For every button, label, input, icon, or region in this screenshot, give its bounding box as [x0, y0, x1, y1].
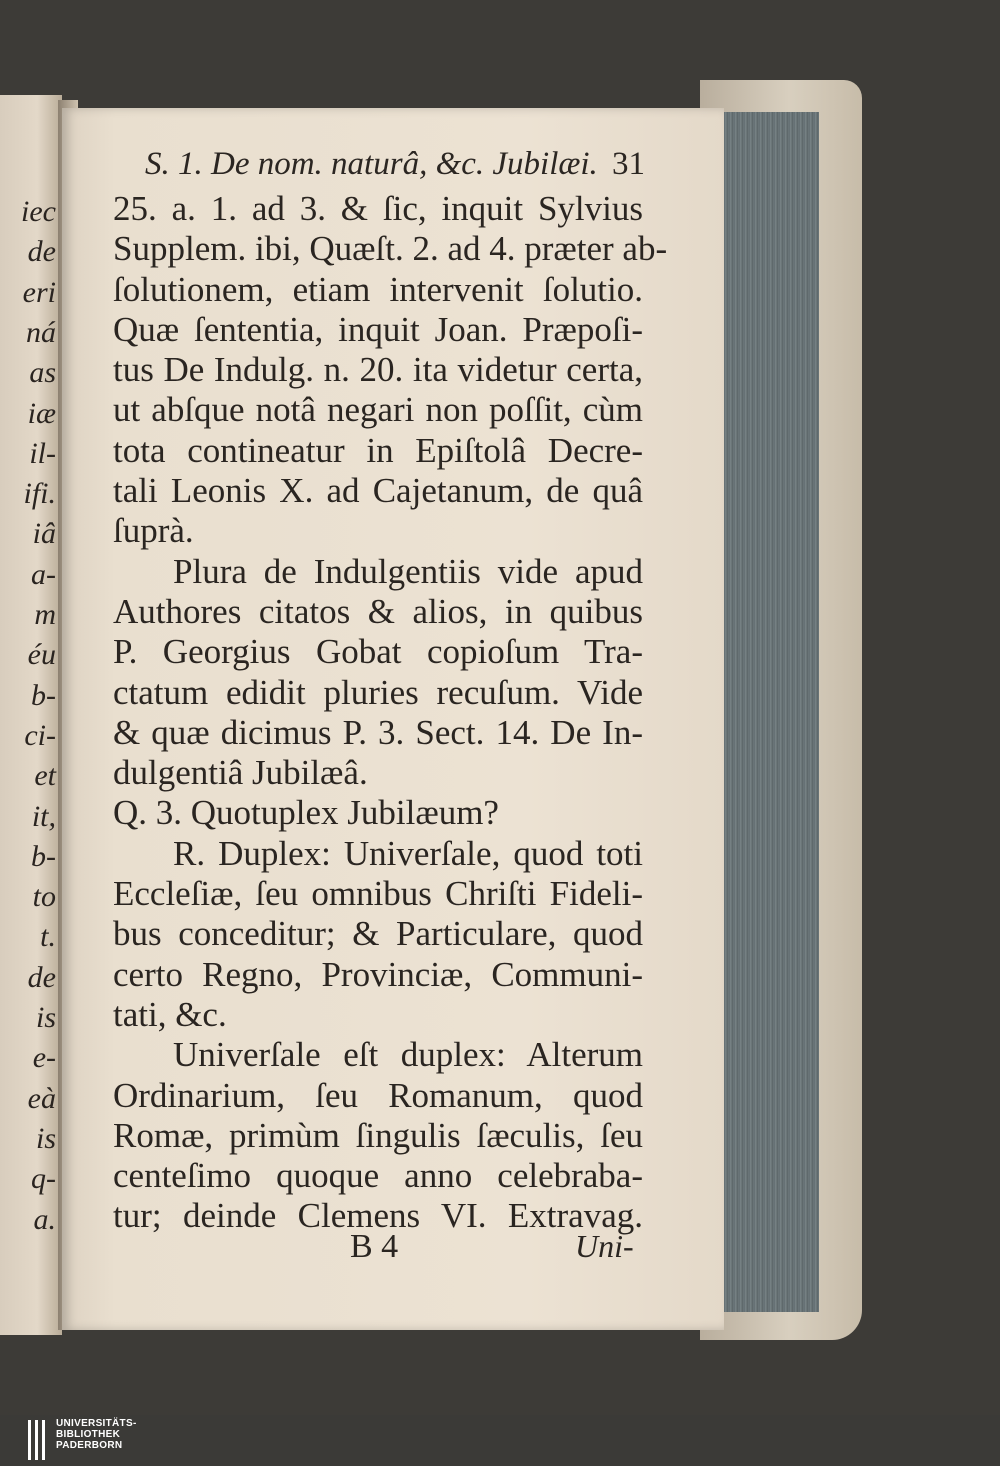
logo-line: BIBLIOTHEK [56, 1429, 121, 1440]
catchword: Uni- [575, 1228, 634, 1264]
left-page-edge [0, 95, 62, 1335]
text-line: & quæ dicimus P. 3. Sect. 14. De In- [113, 712, 643, 752]
text-line: R. Duplex: Univerſale, quod toti [173, 833, 643, 873]
text-line: Univerſale eſt duplex: Alterum [173, 1035, 643, 1075]
text-line: Supplem. ibi, Quæſt. 2. ad 4. præter ab- [113, 229, 668, 269]
margin-fragment: iec [21, 195, 56, 228]
margin-fragment: b- [31, 678, 56, 712]
margin-fragment: m [34, 598, 56, 631]
margin-fragment: a. [33, 1202, 56, 1236]
margin-fragment: et [34, 759, 56, 793]
margin-fragment: ná [26, 315, 56, 349]
text-line: Plura de Indulgentiis vide apud [173, 551, 643, 591]
margin-fragment: as [29, 356, 56, 390]
page-number: 31 [612, 146, 645, 182]
text-line: tali Leonis X. ad Cajetanum, de quâ [113, 471, 643, 511]
library-logo-icon [28, 1420, 50, 1460]
text-line: Romæ, primùm ſingulis ſæculis, ſeu [113, 1115, 643, 1155]
margin-fragment: iæ [27, 396, 56, 430]
text-line: dulgentiâ Jubilæâ. [113, 753, 368, 793]
body-text [113, 189, 668, 1237]
margin-fragment: éu [27, 638, 56, 672]
text-line: Quæ ſententia, inquit Joan. Præpoſi- [113, 309, 643, 349]
text-line: Q. 3. Quotuplex Jubilæum? [113, 793, 499, 833]
library-footer-bar [0, 1415, 1000, 1466]
text-line: Eccleſiæ, ſeu omnibus Chriſti Fideli- [113, 874, 643, 914]
margin-fragment: b- [31, 839, 56, 873]
text-line: bus conceditur; & Particulare, quod [113, 914, 643, 954]
margin-fragment: is [35, 1121, 56, 1155]
logo-line: PADERBORN [56, 1440, 123, 1451]
margin-fragment: eà [27, 1081, 56, 1115]
margin-fragment: de [27, 235, 56, 269]
margin-fragment: de [27, 960, 56, 994]
margin-fragment: to [32, 880, 56, 914]
margin-fragment: it, [31, 799, 56, 833]
left-margin-fragments [0, 95, 60, 1335]
text-line: ſolutionem, etiam intervenit ſolutio. [113, 269, 643, 309]
margin-fragment: ci- [24, 718, 56, 752]
text-line: P. Georgius Gobat copioſum Tra- [113, 632, 643, 672]
margin-fragment: q- [31, 1162, 56, 1196]
logo-line: UNIVERSITÄTS- [56, 1418, 137, 1429]
text-line: tota contineatur in Epiſtolâ Decre- [113, 430, 643, 470]
margin-fragment: t. [40, 920, 56, 954]
text-line: ctatum edidit pluries recuſum. Vide [113, 672, 643, 712]
page-header [145, 146, 645, 188]
margin-fragment: e- [32, 1041, 56, 1075]
signature-mark: B 4 [350, 1228, 399, 1265]
text-line: certo Regno, Provinciæ, Communi- [113, 954, 643, 994]
text-line: tur; deinde Clemens VI. Extravag. [113, 1196, 643, 1236]
margin-fragment: a- [31, 557, 56, 591]
running-head: S. 1. De nom. naturâ, &c. Jubilæi. [145, 146, 598, 182]
margin-fragment: is [35, 1001, 56, 1034]
library-logo-text [56, 1418, 137, 1451]
margin-fragment: il- [29, 436, 56, 470]
text-line: Authores citatos & alios, in quibus [113, 591, 643, 631]
margin-fragment: iâ [32, 517, 56, 551]
text-line: centeſimo quoque anno celebraba- [113, 1156, 643, 1196]
text-line: ſuprà. [113, 511, 194, 551]
margin-fragment: ifi. [23, 477, 56, 511]
margin-fragment: eri [22, 275, 56, 309]
text-line: ut abſque notâ negari non poſſit, cùm [113, 390, 643, 430]
text-line: 25. a. 1. ad 3. & ſic, inquit Sylvius [113, 189, 643, 228]
text-line: tati, &c. [113, 994, 227, 1034]
text-line: Ordinarium, ſeu Romanum, quod [113, 1075, 643, 1115]
text-line: tus De Indulg. n. 20. ita videtur certa, [113, 350, 643, 390]
page-edges [716, 112, 819, 1312]
